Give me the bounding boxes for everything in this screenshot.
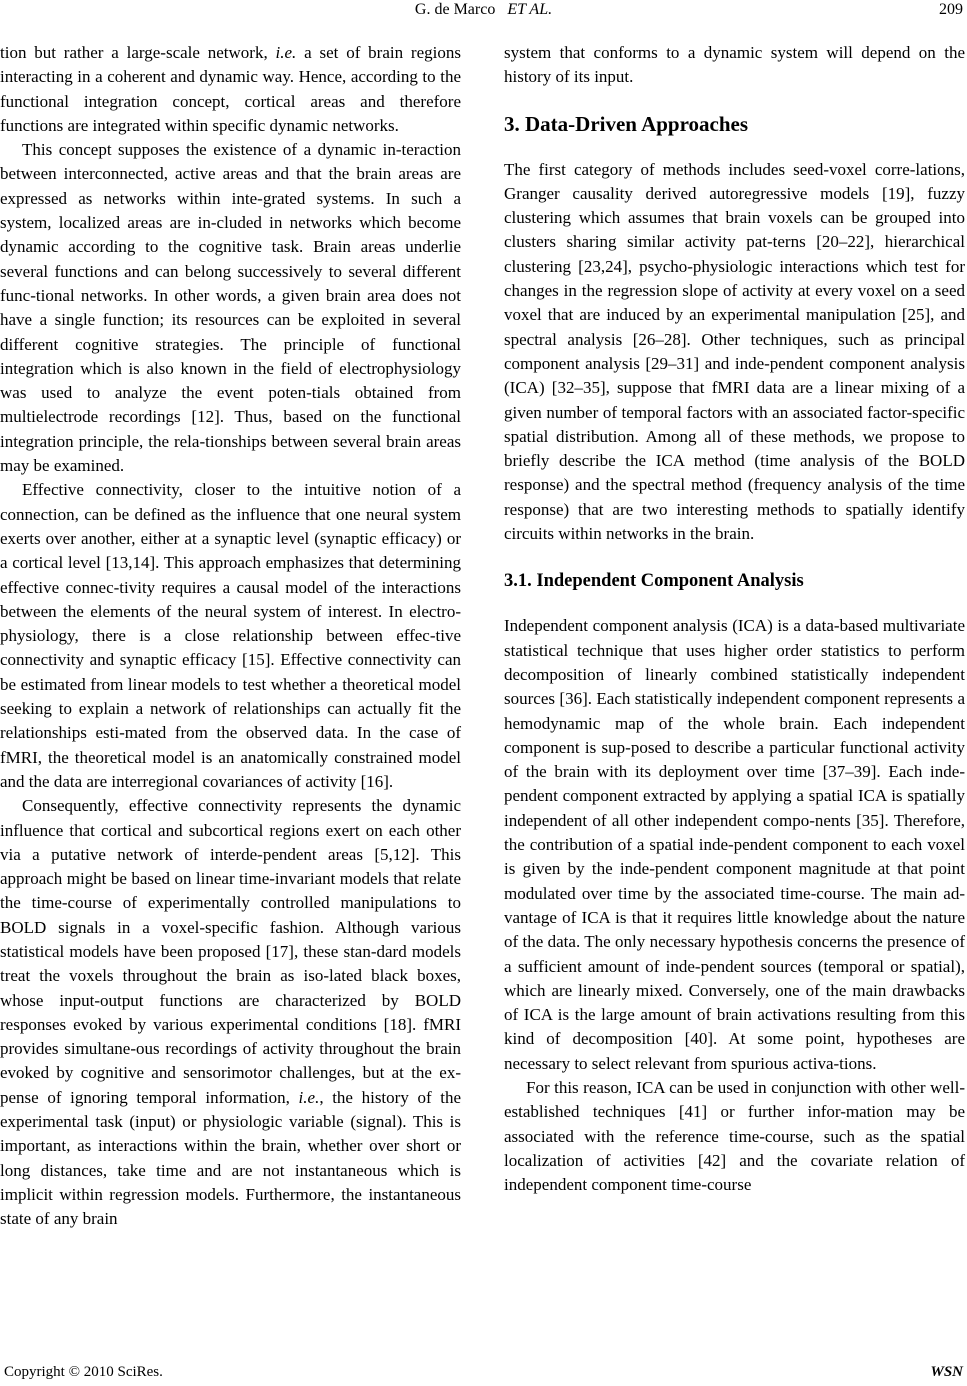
text-run: a set of brain regions interacting in a coherent and dynamic way. Hence, according to the functional integration concept, cortical areas and therefore functions are integrated within specific dynamic networks. [0,43,461,135]
italic-text: i.e. [298,1087,320,1107]
author-etal: ET AL. [507,1,553,18]
right-column [504,41,965,1197]
running-title [0,0,967,20]
paragraph: For this reason, ICA can be used in conjunction with other well-established techniques [41] or further infor-mation may be associated with the reference time-course, such as the spatial localization of activities [42] and the covariate relation of independent component time-course [504,1077,965,1195]
paragraph: Independent component analysis (ICA) is a data-based multivariate statistical technique that uses higher order statistics to perform decomposition of linearly combined statistically independent sources [36]. Each statistically independent component represents a hemodynamic map of the whole brain. Each independent component is sup-posed to describe a particular functional activity of the brain with its deployment over time [37–39]. Each inde-pendent component extracted by applying a spatial ICA is spatially independent of all other independent compo-nents [35]. Therefore, the contribution of a spatial inde-pendent component to each voxel is given by the inde-pendent component magnitude at that point modulated over time by the associated time-course. The main ad-vantage of ICA is that it requires little knowledge about the nature of the data. The only necessary hypothesis concerns the presence of a sufficient amount of inde-pendent sources (temporal or spatial), which are linearly mixed. Conversely, one of the main drawbacks of ICA is the large amount of brain activations resulting from this kind of decomposition [40]. At some point, hypotheses are necessary to select relevant from spurious activa-tions. [504,616,965,1073]
paragraph: system that conforms to a dynamic system will depend on the history of its input. [504,43,965,87]
text-run: Consequently, effective connectivity represents the dynamic influence that cortical and subcortical regions exert on each other via a putative network of interde-pendent areas [5,12]. This approach might be based on linear time-invariant models that relate the time-course of experimentally controlled manipulations to BOLD signals in a voxel-specific fashion. Although various statistical models have been proposed [17], these stan-dard models treat the voxels throughout the brain as iso-lated black boxes, whose input-output functions are characterized by BOLD responses evoked by various experimental conditions [18]. fMRI provides simultane-ous recordings of activity throughout the brain evoked by cognitive and sensorimotor challenges, but at the ex-pense of ignoring temporal information, [0,796,461,1107]
section-heading: 3. Data-Driven Approaches [504,111,749,136]
left-column [0,41,461,1232]
page-footer [0,1364,967,1386]
copyright-notice: Copyright © 2010 SciRes. [4,1364,163,1380]
page-header [0,0,967,24]
paragraph: The first category of methods includes seed-voxel corre-lations, Granger causality derived autoregressive models [19], fuzzy clustering which assumes that brain voxels can be grouped into clusters sharing similar activity pat-terns [20–22], hierarchical clustering [23,24], psycho-physiologic interactions which test for changes in the regression slope of activity at every voxel on a seed voxel that are induced by an experimental manipulation [25], and spectral analysis [26–28]. Other techniques, such as principal component analysis [29–31] and inde-pendent component analysis (ICA) [32–35], suppose that fMRI data are a linear mixing of a given number of temporal factors with an associated factor-specific spatial distribution. Among all of these methods, we propose to briefly describe the ICA method (time analysis of the BOLD response) and the spectral method (frequency analysis of the time response) that are two interesting methods to spatially identify circuits within networks in the brain. [504,159,965,544]
page-number: 209 [939,1,963,18]
italic-text: i.e. [275,43,297,62]
paragraph [0,41,461,138]
author-name: G. de Marco [414,1,496,18]
subsection-heading: 3.1. Independent Component Analysis [504,571,804,592]
paragraph: Effective connectivity, closer to the intuitive notion of a connection, can be defined as the influence that one neural system exerts over another, either at a synaptic level (synaptic efficacy) or a cortical level [13,14]. This approach emphasizes that determining effective connec-tivity requires a causal model of the interactions between the elements of the neural system of interest. In electro-physiology, there is a close relationship between effec-tive connectivity and synaptic efficacy [15]. Effective connectivity can be estimated from linear models to test whether a theoretical model seeking to explain a network of relationships can actually fit the relationships esti-mated from the observed data. In the case of fMRI, the theoretical model is an anatomically constrained model and the data are interregional covariances of activity [16]. [0,480,461,791]
paragraph [0,794,461,1231]
journal-abbreviation: WSN [930,1364,963,1380]
text-run: , the history of the experimental task (input) or physiologic variable (signal). This is important, as interactions within the brain, whether over short or long distances, take time and are not instantaneous which is implicit within regression models. Furthermore, the instantaneous state of any brain [0,1087,461,1229]
text-run: tion but rather a large-scale network, [0,43,276,62]
paragraph: This concept supposes the existence of a dynamic in-teraction between interconnected, active areas and that the brain areas are expressed as networks within inte-grated systems. In such a system, localized areas are in-cluded in networks which become dynamic according to the cognitive task. Brain areas underlie several functions and can belong successively to several different func-tional networks. In other words, a given brain area does not have a single function; its resources can be exploited in several different cognitive strategies. The principle of functional integration which is also known in the field of electrophysiology was used to analyze the event poten-tials obtained from multielectrode recordings [12]. Thus, based on the functional integration principle, the rela-tionships between several brain areas may be examined. [0,140,461,476]
